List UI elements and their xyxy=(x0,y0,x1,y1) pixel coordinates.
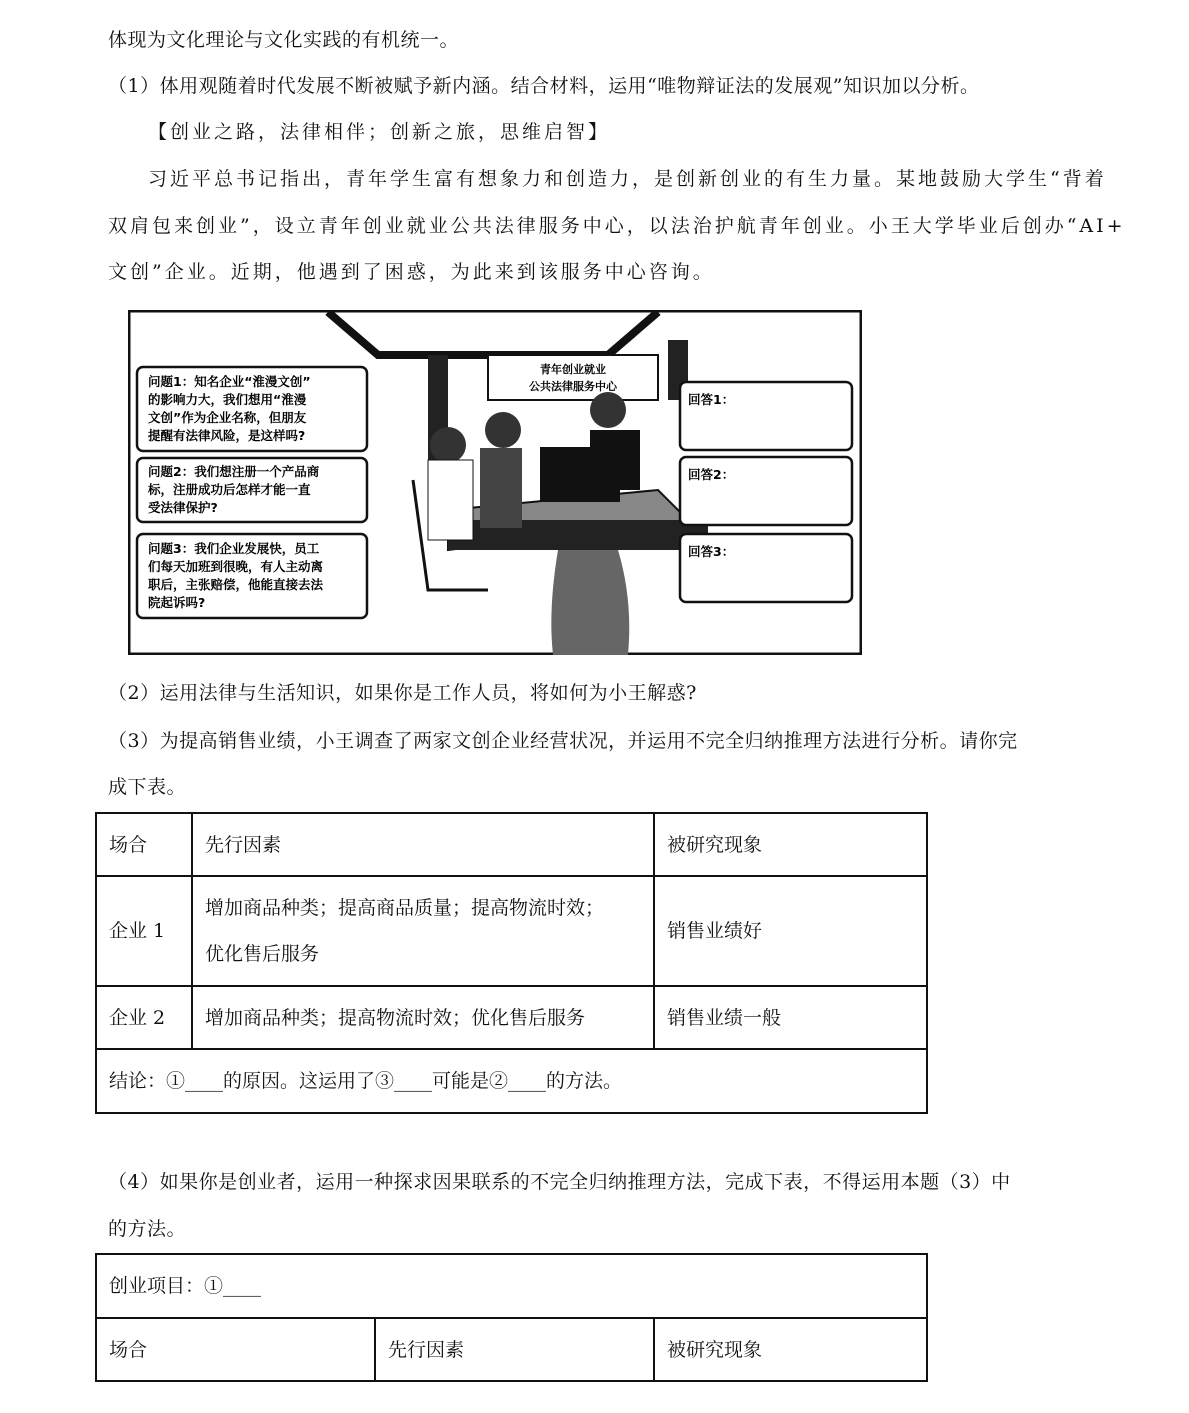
answer-bubbles xyxy=(680,382,852,602)
result-cell: 销售业绩一般 xyxy=(654,986,927,1049)
factor-cell: 增加商品种类；提高物流时效；优化售后服务 xyxy=(192,986,654,1049)
material-line: 文创”企业。近期，他遇到了困惑，为此来到该服务中心咨询。 xyxy=(108,261,715,283)
question-3-cont: 成下表。 xyxy=(108,776,187,798)
question-1: （1）体用观随着时代发展不断被赋予新内涵。结合材料，运用“唯物辩证法的发展观”知识加以分析。 xyxy=(108,75,980,97)
table-row xyxy=(96,986,927,1049)
header-cell: 先行因素 xyxy=(192,813,654,876)
section-heading: 【创业之路，法律相伴；创新之旅，思维启智】 xyxy=(148,121,611,143)
induction-table xyxy=(95,812,928,1114)
material-line: 习近平总书记指出，青年学生富有想象力和创造力，是创新创业的有生力量。某地鼓励大学生“背着 xyxy=(148,168,1107,190)
svg-text:问题2：我们想注册一个产品商标，注册成功后怎样才能一直受法律: 问题2：我们想注册一个产品商标，注册成功后怎样才能一直受法律保护? xyxy=(148,464,320,515)
conclusion-cell: 结论：①____的原因。这运用了③____可能是②____的方法。 xyxy=(96,1049,927,1113)
question-4-cont: 的方法。 xyxy=(108,1218,187,1240)
question-4: （4）如果你是创业者，运用一种探求因果联系的不完全归纳推理方法，完成下表，不得运用本题（3）中 xyxy=(108,1171,1011,1193)
question-bubbles xyxy=(137,367,367,618)
svg-text:问题1：知名企业“淮漫文创”的影响力大，我们想用“淮漫文创”: 问题1：知名企业“淮漫文创”的影响力大，我们想用“淮漫文创”作为企业名称，但朋友提醒有法律风险，是这样吗? xyxy=(148,374,311,443)
header-cell: 被研究现象 xyxy=(654,813,927,876)
header-cell: 场合 xyxy=(96,813,192,876)
svg-text:回答1：: 回答1： xyxy=(688,392,735,407)
svg-text:问题3：我们企业发展快，员工们每天加班到很晚，有人主动离职后: 问题3：我们企业发展快，员工们每天加班到很晚，有人主动离职后，主张赔偿，他能直接去法院起诉吗? xyxy=(148,541,324,610)
table-row xyxy=(96,876,927,986)
header-cell: 场合 xyxy=(96,1318,375,1381)
case-cell: 企业 2 xyxy=(96,986,192,1049)
svg-text:回答3：: 回答3： xyxy=(688,544,735,559)
paragraph: 体现为文化理论与文化实践的有机统一。 xyxy=(108,29,460,51)
svg-text:回答2：: 回答2： xyxy=(688,467,735,482)
material-line: 双肩包来创业”，设立青年创业就业公共法律服务中心，以法治护航青年创业。小王大学毕业后创办“AI+ xyxy=(108,215,1126,237)
factor-cell: 增加商品种类；提高商品质量；提高物流时效； 优化售后服务 xyxy=(192,876,654,986)
question-3: （3）为提高销售业绩，小王调查了两家文创企业经营状况，并运用不完全归纳推理方法进行分析。请你完 xyxy=(108,730,1018,752)
project-table xyxy=(95,1253,928,1382)
result-cell: 销售业绩好 xyxy=(654,876,927,986)
sign-line: 公共法律服务中心 xyxy=(529,380,617,393)
question-2: （2）运用法律与生活知识，如果你是工作人员，将如何为小王解惑? xyxy=(108,682,697,704)
header-cell: 先行因素 xyxy=(375,1318,654,1381)
header-cell: 被研究现象 xyxy=(654,1318,927,1381)
project-cell: 创业项目：①____ xyxy=(96,1254,927,1318)
sign-line: 青年创业就业 xyxy=(540,363,606,376)
case-cell: 企业 1 xyxy=(96,876,192,986)
comic-illustration xyxy=(128,310,862,655)
